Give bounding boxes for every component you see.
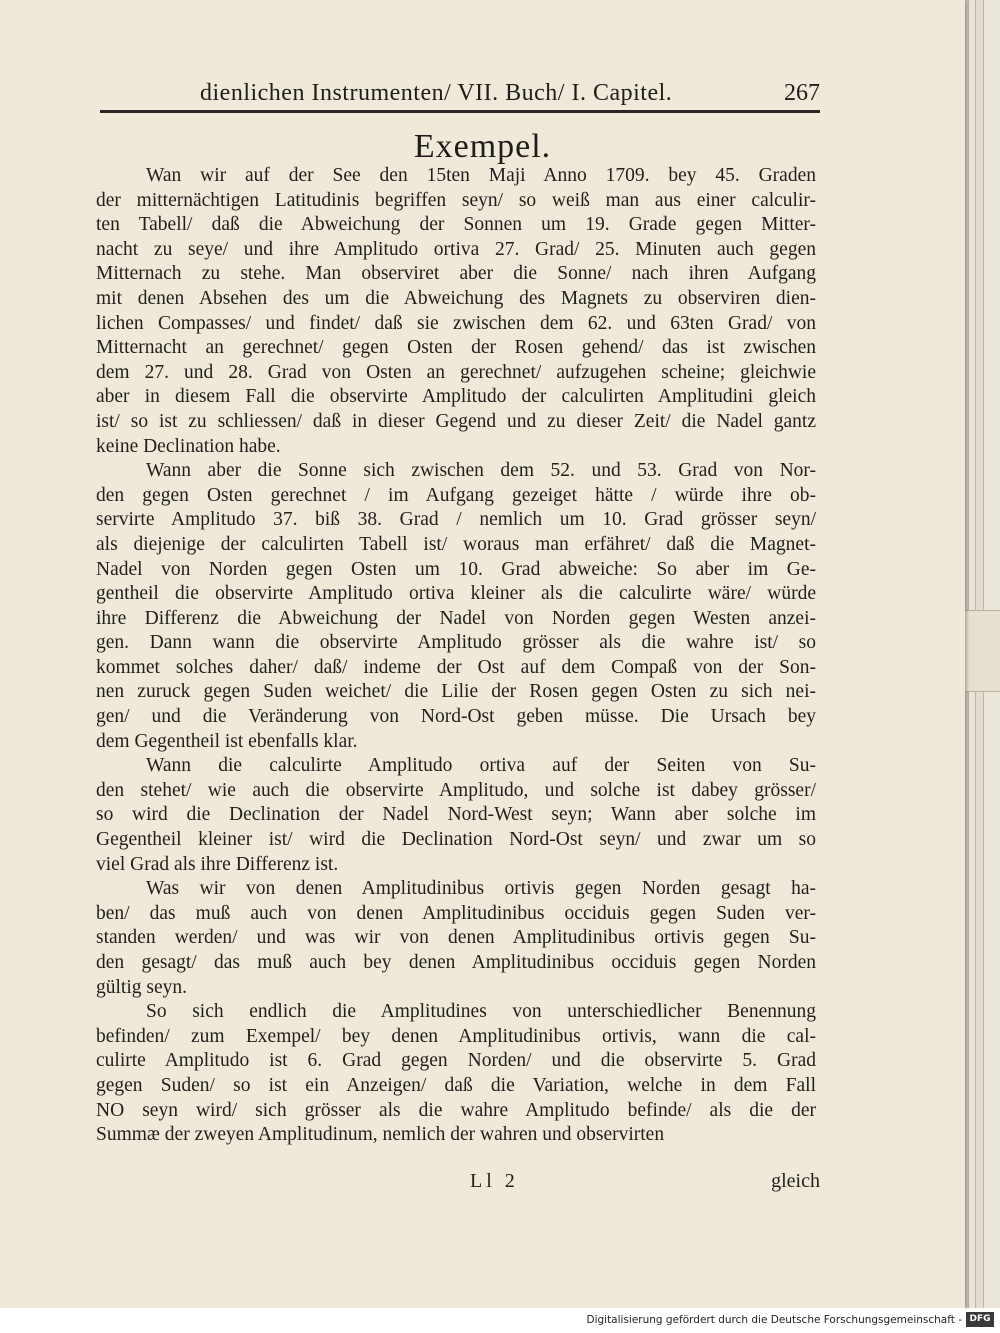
text-line: NO seyn wird/ sich grösser als die wahre Amplitudo befinde/ als die der	[96, 1099, 816, 1121]
text-line: so wird die Declination der Nadel Nord-West seyn; Wann aber solche im	[96, 804, 816, 826]
text-line: culirte Amplitudo ist 6. Grad gegen Norden/ und die observirte 5. Grad	[96, 1050, 816, 1072]
text-line: gegen Suden/ so ist ein Anzeigen/ daß die Variation, welche in dem Fall	[96, 1074, 816, 1096]
text-line: ist/ so ist zu schliessen/ daß in dieser Gegend und zu dieser Zeit/ die Nadel gantz	[96, 410, 816, 432]
text-line: der mitternächtigen Latitudinis begriffen seyn/ so weiß man aus einer calculir-	[96, 189, 816, 211]
text-line: servirte Amplitudo 37. biß 38. Grad / nemlich um 10. Grad grösser seyn/	[96, 509, 816, 531]
text-line: den gegen Osten gerechnet / im Aufgang gezeiget hätte / würde ihre ob-	[96, 484, 816, 506]
text-line: ben/ das muß auch von denen Amplitudinibus occiduis gegen Suden ver-	[96, 902, 816, 924]
text-line: gentheil die observirte Amplitudo ortiva kleiner als die calculirte wäre/ würde	[96, 583, 816, 605]
body-text	[96, 164, 816, 1148]
text-line: gen. Dann wann die observirte Amplitudo grösser als die wahre ist/ so	[96, 632, 816, 654]
text-line: dem 27. und 28. Grad von Osten an gerechnet/ aufzugehen scheine; gleichwie	[96, 361, 816, 383]
page-number: 267	[784, 80, 820, 106]
text-line: aber in diesem Fall die observirte Amplitudo der calculirten Amplitudini gleich	[96, 386, 816, 408]
text-line: Wann die calculirte Amplitudo ortiva auf der Seiten von Su-	[146, 755, 816, 777]
text-line: ten Tabell/ daß die Abweichung der Sonnen um 19. Grade gegen Mitter-	[96, 214, 816, 236]
text-line: kommet solches daher/ daß/ indeme der Ost auf dem Compaß von der Son-	[96, 656, 816, 678]
text-line: Nadel von Norden gegen Osten um 10. Grad abweiche: So aber im Ge-	[96, 558, 816, 580]
text-line: gen/ und die Veränderung von Nord-Ost geben müsse. Die Ursach bey	[96, 706, 816, 728]
digitization-footer	[0, 1308, 1000, 1333]
text-line: Summæ der zweyen Amplitudinum, nemlich der wahren und observirten	[96, 1124, 665, 1146]
text-line: keine Declination habe.	[96, 435, 281, 457]
text-line: Gegentheil kleiner ist/ wird die Declination Nord-Ost seyn/ und zwar um so	[96, 829, 816, 851]
text-line: Was wir von denen Amplitudinibus ortivis gegen Norden gesagt ha-	[146, 878, 816, 900]
text-line: den stehet/ wie auch die observirte Amplitudo, und solche ist dabey grösser/	[96, 779, 816, 801]
text-line: So sich endlich die Amplitudines von unterschiedlicher Benennung	[146, 1001, 816, 1023]
text-line: mit denen Absehen des um die Abweichung des Magnets zu observiren dien-	[96, 287, 816, 309]
catchword: gleich	[771, 1170, 820, 1192]
text-line: nen zuruck gegen Suden weichet/ die Lilie der Rosen gegen Osten zu sich nei-	[96, 681, 816, 703]
text-line: Mitternach zu stehe. Man observiret aber die Sonne/ nach ihren Aufgang	[96, 263, 816, 285]
section-heading: Exempel.	[413, 128, 552, 165]
text-line: Mitternacht an gerechnet/ gegen Osten der Rosen gehend/ das ist zwischen	[96, 337, 816, 359]
dfg-logo-icon: DFG	[966, 1312, 994, 1327]
text-line: nacht zu seye/ und ihre Amplitudo ortiva 27. Grad/ 25. Minuten auch gegen	[96, 238, 816, 260]
text-line: standen werden/ und was wir von denen Amplitudinibus ortivis gegen Su-	[96, 927, 816, 949]
text-line: dem Gegentheil ist ebenfalls klar.	[96, 730, 358, 752]
text-line: viel Grad als ihre Differenz ist.	[96, 853, 339, 875]
text-line: den gesagt/ das muß auch bey denen Amplitudinibus occiduis gegen Norden	[96, 952, 816, 973]
text-line: befinden/ zum Exempel/ bey denen Amplitudinibus ortivis, wann die cal-	[96, 1025, 816, 1047]
text-line: gültig seyn.	[96, 976, 187, 998]
text-line: Wann aber die Sonne sich zwischen dem 52. und 53. Grad von Nor-	[146, 460, 816, 482]
running-head	[100, 80, 820, 113]
footer-credit: Digitalisierung gefördert durch die Deutsche Forschungsgemeinschaft -	[586, 1314, 962, 1326]
signature-mark: Ll 2	[470, 1170, 519, 1192]
text-line: ihre Differenz die Abweichung der Nadel von Norden gegen Westen anzei-	[96, 607, 816, 629]
text-line: lichen Compasses/ und findet/ daß sie zwischen dem 62. und 63ten Grad/ von	[96, 312, 816, 334]
running-head-title: dienlichen Instrumenten/ VII. Buch/ I. Capitel.	[200, 80, 673, 106]
text-line: als diejenige der calculirten Tabell ist/ woraus man erfähret/ daß die Magnet-	[96, 533, 816, 555]
text-line: Wan wir auf der See den 15ten Maji Anno 1709. bey 45. Graden	[146, 165, 816, 186]
